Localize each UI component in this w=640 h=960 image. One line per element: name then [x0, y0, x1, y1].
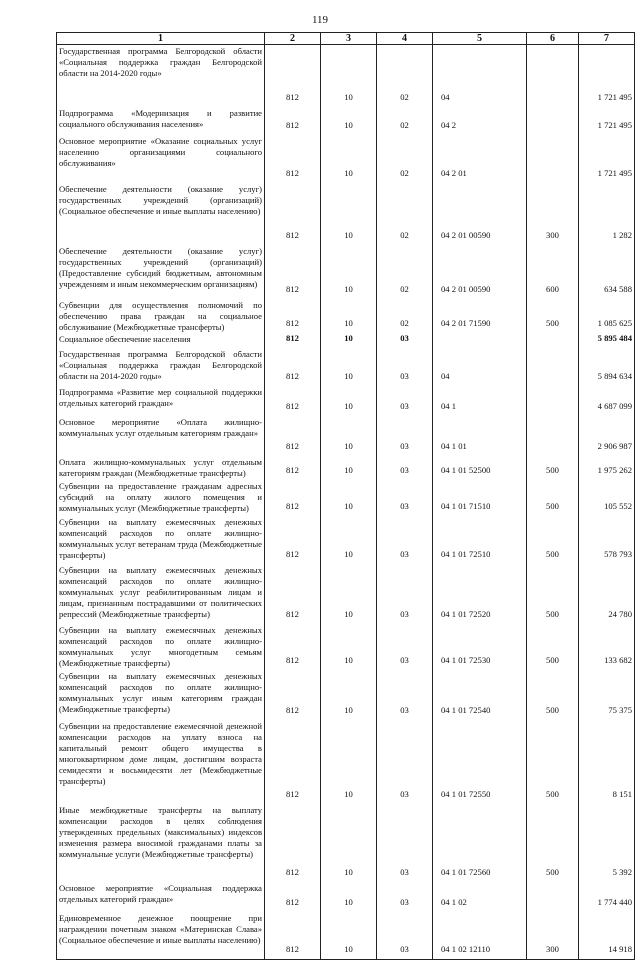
cell-sum: 133 682: [579, 624, 635, 670]
cell-gr: 812: [265, 45, 321, 107]
cell-csr: 04 1 01 72540: [433, 670, 527, 720]
cell-gr: 812: [265, 135, 321, 183]
row-name: Субвенции на выплату ежемесячных денежных компенсаций расходов по оплате жилищно-коммунальных услуг многодетным семьям (Межбюджетные трансферты): [57, 624, 265, 670]
cell-sum: 1 721 495: [579, 45, 635, 107]
cell-sum: 1 721 495: [579, 107, 635, 135]
cell-pr: 03: [377, 348, 433, 386]
cell-csr: 04: [433, 45, 527, 107]
cell-sum: 1 721 495: [579, 135, 635, 183]
cell-csr: 04 2 01 71590: [433, 299, 527, 333]
cell-gr: 812: [265, 564, 321, 624]
table-row: [57, 245, 635, 299]
table-row: [57, 456, 635, 480]
cell-pr: 02: [377, 245, 433, 299]
cell-gr: 812: [265, 624, 321, 670]
table-row: [57, 416, 635, 456]
cell-gr: 812: [265, 386, 321, 416]
row-name: Социальное обеспечение населения: [57, 333, 265, 348]
row-name: Субвенции на выплату ежемесячных денежных компенсаций расходов по оплате жилищно-коммунальных услуг ветеранам труда (Межбюджетные трансферты): [57, 516, 265, 564]
cell-gr: 812: [265, 480, 321, 516]
cell-sum: 1 975 262: [579, 456, 635, 480]
cell-sum: 14 918: [579, 912, 635, 960]
cell-sum: 1 085 625: [579, 299, 635, 333]
cell-rz: 10: [321, 882, 377, 912]
cell-vr: 500: [527, 564, 579, 624]
cell-vr: 600: [527, 245, 579, 299]
row-name: Основное мероприятие «Социальная поддержка отдельных категорий граждан»: [57, 882, 265, 912]
cell-rz: 10: [321, 416, 377, 456]
cell-rz: 10: [321, 135, 377, 183]
cell-pr: 03: [377, 624, 433, 670]
table-row: [57, 333, 635, 348]
cell-pr: 03: [377, 564, 433, 624]
cell-gr: 812: [265, 882, 321, 912]
cell-csr: 04 1 01 72510: [433, 516, 527, 564]
row-name: Государственная программа Белгородской области «Социальная поддержка граждан Белгородской области на 2014-2020 годы»: [57, 45, 265, 107]
cell-vr: [527, 45, 579, 107]
cell-gr: 812: [265, 456, 321, 480]
cell-vr: [527, 882, 579, 912]
cell-rz: 10: [321, 386, 377, 416]
cell-pr: 03: [377, 516, 433, 564]
header-col-4: 4: [377, 33, 433, 45]
cell-pr: 03: [377, 882, 433, 912]
table-row: [57, 882, 635, 912]
cell-vr: 300: [527, 183, 579, 245]
cell-vr: 500: [527, 299, 579, 333]
table-row: [57, 135, 635, 183]
header-col-7: 7: [579, 33, 635, 45]
cell-pr: 02: [377, 45, 433, 107]
cell-sum: 5 895 484: [579, 333, 635, 348]
header-col-2: 2: [265, 33, 321, 45]
cell-sum: 1 282: [579, 183, 635, 245]
cell-gr: 812: [265, 912, 321, 960]
cell-csr: 04 1 01 72520: [433, 564, 527, 624]
cell-vr: [527, 333, 579, 348]
cell-rz: 10: [321, 333, 377, 348]
cell-pr: 03: [377, 333, 433, 348]
page-number: 119: [311, 14, 329, 26]
cell-pr: 03: [377, 912, 433, 960]
cell-csr: 04 1 01 71510: [433, 480, 527, 516]
cell-gr: 812: [265, 416, 321, 456]
cell-vr: 500: [527, 624, 579, 670]
table-row: [57, 516, 635, 564]
table-row: [57, 107, 635, 135]
table-body: [57, 45, 635, 960]
table-row: [57, 386, 635, 416]
cell-csr: 04 1 02: [433, 882, 527, 912]
cell-vr: [527, 348, 579, 386]
cell-sum: 634 588: [579, 245, 635, 299]
cell-vr: [527, 416, 579, 456]
cell-pr: 03: [377, 720, 433, 804]
cell-sum: 24 780: [579, 564, 635, 624]
header-col-5: 5: [433, 33, 527, 45]
cell-csr: 04 1 02 12110: [433, 912, 527, 960]
row-name: Субвенции для осуществления полномочий по обеспечению права граждан на социальное обслуживание (Межбюджетные трансферты): [57, 299, 265, 333]
table-row: [57, 624, 635, 670]
cell-rz: 10: [321, 804, 377, 882]
cell-sum: 75 375: [579, 670, 635, 720]
cell-vr: [527, 386, 579, 416]
row-name: Субвенции на выплату ежемесячных денежных компенсаций расходов по оплате жилищно-коммунальных услуг реабилитированным лицам и лицам, признанным пострадавшими от политических репрессий (Межбюджетные трансферты): [57, 564, 265, 624]
row-name: Субвенции на предоставление гражданам адресных субсидий на оплату жилого помещения и коммунальных услуг (Межбюджетные трансферты): [57, 480, 265, 516]
cell-csr: 04 2 01: [433, 135, 527, 183]
cell-vr: 300: [527, 912, 579, 960]
cell-pr: 02: [377, 107, 433, 135]
table-row: [57, 804, 635, 882]
cell-vr: 500: [527, 516, 579, 564]
cell-gr: 812: [265, 245, 321, 299]
cell-csr: 04 1: [433, 386, 527, 416]
cell-rz: 10: [321, 107, 377, 135]
cell-sum: 5 392: [579, 804, 635, 882]
cell-gr: 812: [265, 183, 321, 245]
cell-pr: 03: [377, 456, 433, 480]
cell-rz: 10: [321, 516, 377, 564]
header-col-6: 6: [527, 33, 579, 45]
cell-vr: [527, 135, 579, 183]
cell-vr: 500: [527, 480, 579, 516]
cell-rz: 10: [321, 624, 377, 670]
cell-pr: 02: [377, 135, 433, 183]
cell-rz: 10: [321, 245, 377, 299]
table-row: [57, 183, 635, 245]
row-name: Обеспечение деятельности (оказание услуг) государственных учреждений (организаций) (Социальное обеспечение и иные выплаты населению): [57, 183, 265, 245]
cell-csr: [433, 333, 527, 348]
cell-vr: 500: [527, 456, 579, 480]
table-row: [57, 480, 635, 516]
cell-gr: 812: [265, 299, 321, 333]
table-row: [57, 670, 635, 720]
budget-table: [56, 32, 635, 960]
cell-csr: 04 1 01 72560: [433, 804, 527, 882]
cell-pr: 03: [377, 386, 433, 416]
cell-gr: 812: [265, 720, 321, 804]
cell-rz: 10: [321, 183, 377, 245]
header-col-1: 1: [57, 33, 265, 45]
cell-sum: 105 552: [579, 480, 635, 516]
cell-pr: 02: [377, 299, 433, 333]
cell-rz: 10: [321, 456, 377, 480]
row-name: Обеспечение деятельности (оказание услуг) государственных учреждений (организаций) (Предоставление субсидий бюджетным, автономным учреждениям и иным некоммерческим организациям): [57, 245, 265, 299]
cell-rz: 10: [321, 348, 377, 386]
row-name: Субвенции на предоставление ежемесячной денежной компенсации расходов на уплату взноса на капитальный ремонт общего имущества в многоквартирном доме лицам, достигшим возраста семидесяти и восьмидесяти лет (Межбюджетные трансферты): [57, 720, 265, 804]
cell-rz: 10: [321, 299, 377, 333]
cell-gr: 812: [265, 333, 321, 348]
cell-sum: 1 774 440: [579, 882, 635, 912]
cell-csr: 04 2 01 00590: [433, 245, 527, 299]
header-col-3: 3: [321, 33, 377, 45]
row-name: Основное мероприятие «Оплата жилищно-коммунальных услуг отдельным категориям граждан»: [57, 416, 265, 456]
cell-sum: 5 894 634: [579, 348, 635, 386]
cell-rz: 10: [321, 480, 377, 516]
cell-vr: 500: [527, 720, 579, 804]
table-header-row: [57, 33, 635, 45]
table-row: [57, 299, 635, 333]
cell-pr: 03: [377, 804, 433, 882]
cell-csr: 04: [433, 348, 527, 386]
row-name: Оплата жилищно-коммунальных услуг отдельным категориям граждан (Межбюджетные трансферты): [57, 456, 265, 480]
cell-csr: 04 2 01 00590: [433, 183, 527, 245]
row-name: Основное мероприятие «Оказание социальных услуг населению организациями социального обслуживания»: [57, 135, 265, 183]
cell-csr: 04 1 01 52500: [433, 456, 527, 480]
row-name: Иные межбюджетные трансферты на выплату компенсации расходов в целях соблюдения утвержденных предельных (максимальных) индексов изменения размера вносимой гражданами платы за коммунальные услуги (Межбюджетные трансферты): [57, 804, 265, 882]
cell-gr: 812: [265, 670, 321, 720]
cell-rz: 10: [321, 912, 377, 960]
cell-rz: 10: [321, 670, 377, 720]
cell-csr: 04 2: [433, 107, 527, 135]
cell-pr: 02: [377, 183, 433, 245]
cell-sum: 8 151: [579, 720, 635, 804]
cell-vr: 500: [527, 670, 579, 720]
cell-rz: 10: [321, 720, 377, 804]
cell-csr: 04 1 01: [433, 416, 527, 456]
table-row: [57, 348, 635, 386]
row-name: Единовременное денежное поощрение при награждении почетным знаком «Материнская Слава» (Социальное обеспечение и иные выплаты населению): [57, 912, 265, 960]
row-name: Субвенции на выплату ежемесячных денежных компенсаций расходов по оплате жилищно-коммунальных услуг иным категориям граждан (Межбюджетные трансферты): [57, 670, 265, 720]
row-name: Подпрограмма «Развитие мер социальной поддержки отдельных категорий граждан»: [57, 386, 265, 416]
cell-vr: [527, 107, 579, 135]
table-row: [57, 912, 635, 960]
row-name: Государственная программа Белгородской области «Социальная поддержка граждан Белгородской области на 2014-2020 годы»: [57, 348, 265, 386]
cell-sum: 2 906 987: [579, 416, 635, 456]
cell-pr: 03: [377, 480, 433, 516]
table-row: [57, 720, 635, 804]
cell-pr: 03: [377, 416, 433, 456]
cell-sum: 578 793: [579, 516, 635, 564]
table-row: [57, 45, 635, 107]
cell-rz: 10: [321, 45, 377, 107]
cell-csr: 04 1 01 72550: [433, 720, 527, 804]
cell-gr: 812: [265, 804, 321, 882]
cell-csr: 04 1 01 72530: [433, 624, 527, 670]
cell-gr: 812: [265, 348, 321, 386]
row-name: Подпрограмма «Модернизация и развитие социального обслуживания населения»: [57, 107, 265, 135]
cell-vr: 500: [527, 804, 579, 882]
cell-rz: 10: [321, 564, 377, 624]
cell-sum: 4 687 099: [579, 386, 635, 416]
table-row: [57, 564, 635, 624]
cell-gr: 812: [265, 107, 321, 135]
cell-gr: 812: [265, 516, 321, 564]
cell-pr: 03: [377, 670, 433, 720]
